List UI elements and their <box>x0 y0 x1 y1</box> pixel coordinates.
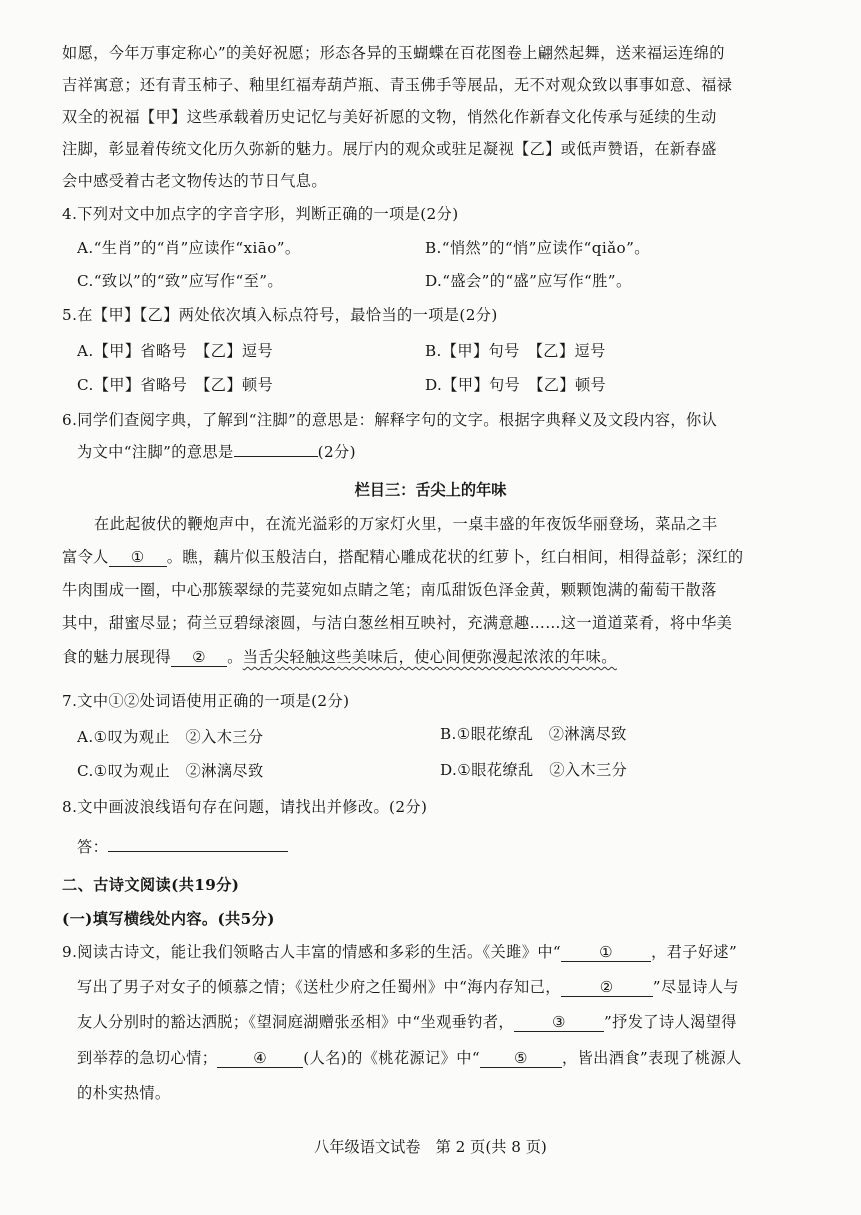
q9-line1 <box>62 941 737 963</box>
section3-title: 栏目三：舌尖上的年味 <box>354 481 507 499</box>
q8-stem: 8.文中画波浪线语句存在问题，请找出并修改。(2分) <box>62 798 428 816</box>
q6-line2-text: 为文中“注脚”的意思是 <box>77 443 234 461</box>
q8-answer-line <box>77 836 288 858</box>
para2-blank-1: ① <box>109 548 167 567</box>
q9-blank-3[interactable]: ③ <box>514 1013 604 1032</box>
q5-option-a: A.【甲】省略号 【乙】逗号 <box>77 342 274 360</box>
part2-sub1-title: (一)填写横线处内容。(共5分) <box>62 910 275 928</box>
para2-line5-text-a: 食的魅力展现得 <box>62 648 172 666</box>
q9-line4-text-c: ，皆出酒食”表现了桃源人 <box>562 1049 742 1067</box>
q9-line2 <box>77 976 739 998</box>
para2-line3: 牛肉围成一圈，中心那簇翠绿的芫荽宛如点睛之笔；南瓜甜饭色泽金黄，颗颗饱满的葡萄干散落 <box>62 581 717 599</box>
q9-blank-4[interactable]: ④ <box>217 1049 303 1068</box>
q8-answer-blank[interactable] <box>108 851 288 852</box>
q5-option-c: C.【甲】省略号 【乙】顿号 <box>77 376 274 394</box>
q9-line2-text-a: 写出了男子对女子的倾慕之情；《送杜少府之任蜀州》中“海内存知己， <box>77 978 561 996</box>
para2-line5-text-b: 。 <box>227 648 243 666</box>
para1-line4: 注脚，彰显着传统文化历久弥新的魅力。展厅内的观众或驻足凝视【乙】或低声赞语，在新春盛 <box>62 140 717 158</box>
q4-option-d: D.“盛会”的“盛”应写作“胜”。 <box>425 272 632 290</box>
para2-blank-2: ② <box>171 648 227 667</box>
q6-points: (2分) <box>317 443 356 461</box>
para2-line4: 其中，甜蜜尽显；荷兰豆碧绿滚圆，与洁白葱丝相互映衬，充满意趣……这一道道菜肴，将中华美 <box>62 614 733 632</box>
q6-line2 <box>77 441 356 463</box>
q5-stem: 5.在【甲】【乙】两处依次填入标点符号，最恰当的一项是(2分) <box>62 306 498 324</box>
q9-line3-text-b: ”抒发了诗人渴望得 <box>604 1013 737 1031</box>
para1-line5: 会中感受着古老文物传达的节日气息。 <box>62 172 327 190</box>
q6-answer-blank[interactable] <box>234 456 318 457</box>
q7-option-a: A.①叹为观止 ②入木三分 <box>77 728 264 746</box>
part2-title: 二、古诗文阅读(共19分) <box>62 876 240 894</box>
para2-line2 <box>62 546 744 568</box>
q7-option-b: B.①眼花缭乱 ②淋漓尽致 <box>440 725 627 743</box>
para2-line1: 在此起彼伏的鞭炮声中，在流光溢彩的万家灯火里，一桌丰盛的年夜饭华丽登场，菜品之丰 <box>94 515 718 533</box>
q7-option-c: C.①叹为观止 ②淋漓尽致 <box>77 762 264 780</box>
para1-line3: 双全的祝福【甲】这些承载着历史记忆与美好祈愿的文物，悄然化作新春文化传承与延续的生动 <box>62 108 717 126</box>
q4-option-c: C.“致以”的“致”应写作“至”。 <box>77 272 283 290</box>
q9-line1-text-a: 9.阅读古诗文，能让我们领略古人丰富的情感和多彩的生活。《关雎》中“ <box>62 943 562 961</box>
q9-line4 <box>77 1047 742 1069</box>
q5-option-b: B.【甲】句号 【乙】逗号 <box>425 342 606 360</box>
page-footer: 八年级语文试卷 第 2 页(共 8 页) <box>314 1138 547 1156</box>
q9-line3-text-a: 友人分别时的豁达洒脱；《望洞庭湖赠张丞相》中“坐观垂钓者， <box>77 1013 515 1031</box>
q9-line1-text-b: ，君子好逑” <box>651 943 738 961</box>
q9-blank-2[interactable]: ② <box>561 978 653 997</box>
para2-line5 <box>62 646 617 668</box>
q4-option-a: A.“生肖”的“肖”应读作“xiāo”。 <box>77 239 301 257</box>
q4-option-b: B.“悄然”的“悄”应读作“qiǎo”。 <box>425 239 650 257</box>
q9-line4-text-b: (人名)的《桃花源记》中“ <box>303 1049 480 1067</box>
para1-line2: 吉祥寓意；还有青玉柿子、釉里红福寿葫芦瓶、青玉佛手等展品，无不对观众致以事事如意、福禄 <box>62 76 733 94</box>
q7-option-d: D.①眼花缭乱 ②入木三分 <box>440 761 628 779</box>
q9-line5: 的朴实热情。 <box>77 1084 171 1102</box>
para1-line1: 如愿，今年万事定称心”的美好祝愿；形态各异的玉蝴蝶在百花图卷上翩然起舞，送来福运连绵的 <box>62 44 725 62</box>
q5-option-d: D.【甲】句号 【乙】顿号 <box>425 376 607 394</box>
q7-stem: 7.文中①②处词语使用正确的一项是(2分) <box>62 692 350 710</box>
q9-line2-text-b: ”尽显诗人与 <box>652 978 739 996</box>
q4-stem: 4.下列对文中加点字的字音字形，判断正确的一项是(2分) <box>62 205 459 223</box>
q9-blank-1[interactable]: ① <box>561 943 651 962</box>
q9-blank-5[interactable]: ⑤ <box>480 1049 562 1068</box>
q8-answer-label: 答： <box>77 838 109 856</box>
q9-line4-text-a: 到举荐的急切心情； <box>77 1049 218 1067</box>
wavy-underlined-sentence: 当舌尖轻触这些美味后，使心间便弥漫起浓浓的年味。 <box>242 648 617 666</box>
para2-line2-text-b: 。瞧，藕片似玉般洁白，搭配精心雕成花状的红萝卜，红白相间，相得益彰；深红的 <box>166 548 744 566</box>
para2-line2-text-a: 富令人 <box>62 548 109 566</box>
q6-line1: 6.同学们查阅字典，了解到“注脚”的意思是：解释字句的文字。根据字典释义及文段内容，你认 <box>62 411 718 429</box>
q9-line3 <box>77 1011 737 1033</box>
